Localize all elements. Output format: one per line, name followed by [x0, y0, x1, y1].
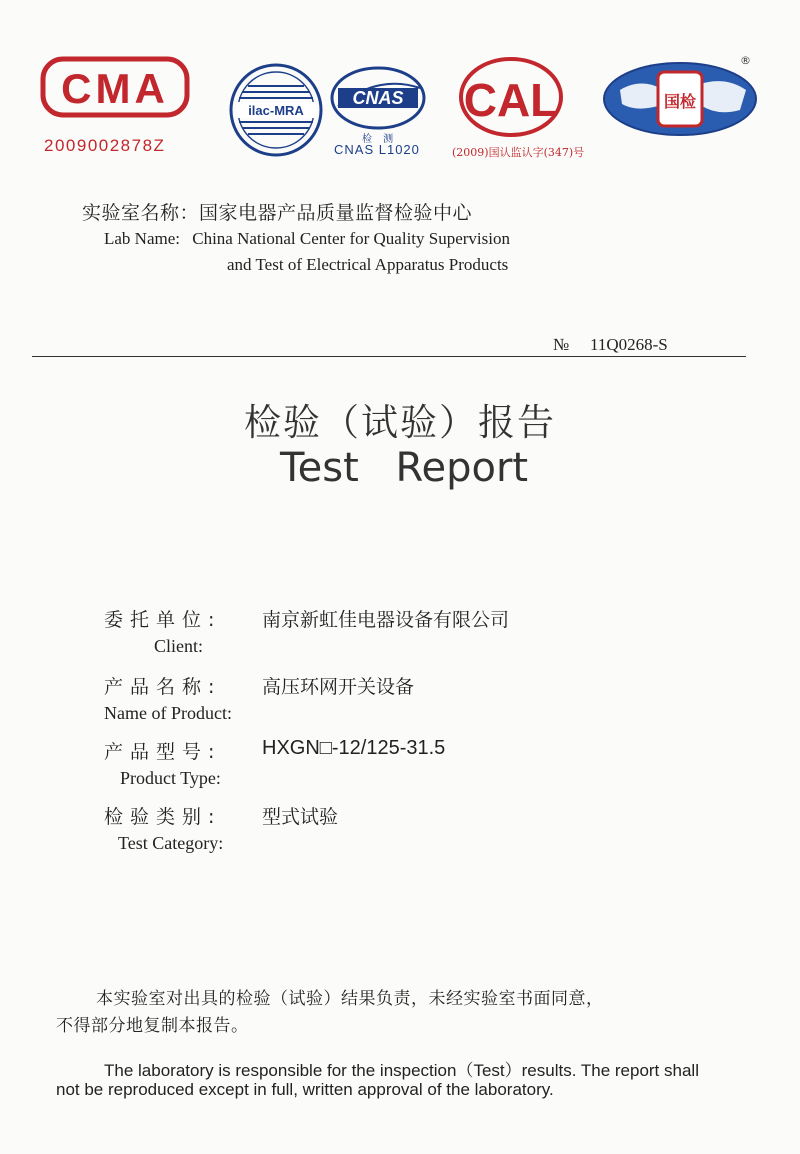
cnas-logo [328, 64, 428, 134]
disclaimer-en-line2: not be reproduced except in full, written approval of the laboratory. [56, 1080, 554, 1099]
product-type-label-en: Product Type: [120, 768, 221, 788]
globe-inspection-logo [600, 60, 760, 138]
disclaimer-en-line1: The laboratory is responsible for the inspection（Test）results. The report shall [104, 1061, 699, 1080]
disclaimer-cn-line2: 不得部分地复制本报告。 [56, 1016, 249, 1036]
cnas-subtitle-cn: 检 测 [362, 134, 398, 145]
disclaimer-cn-line1: 本实验室对出具的检验（试验）结果负责，未经实验室书面同意， [96, 989, 604, 1009]
client-value: 南京新虹佳电器设备有限公司 [262, 609, 510, 631]
report-number-label: № [553, 335, 570, 354]
client-label-en: Client: [154, 636, 203, 656]
product-name-label-en: Name of Product: [104, 703, 232, 723]
ilac-mra-logo [228, 62, 324, 158]
ilac-mark-text: ilac-MRA [248, 103, 304, 118]
lab-name-en-line1 [104, 229, 510, 249]
report-title-en: Test Report [280, 445, 529, 491]
test-category-label-cn: 检验类别: [104, 806, 222, 828]
cnas-code: CNAS L1020 [334, 142, 420, 157]
client-label-cn: 委托单位: [104, 609, 222, 631]
report-title-cn: 检验（试验）报告 [244, 401, 556, 444]
cal-certificate-number: (2009)国认监认字(347)号 [452, 146, 585, 159]
test-category-label-en: Test Category: [118, 833, 224, 853]
cma-mark-text: CMA [61, 65, 169, 112]
lab-name-cn: 实验室名称：国家电器产品质量监督检验中心 [82, 202, 473, 224]
globe-mark-text: 国检 [663, 92, 697, 111]
cma-number: 2009002878Z [44, 136, 166, 155]
product-name-label-cn: 产品名称: [104, 676, 222, 698]
lab-name-en-line2: and Test of Electrical Apparatus Products [227, 255, 509, 274]
lab-name-en-text-1: China National Center for Quality Supervision [192, 229, 510, 248]
product-type-value: HXGN□-12/125-31.5 [262, 737, 446, 759]
cma-logo [40, 56, 190, 118]
cal-mark-text: CAL [463, 74, 559, 126]
cnas-mark-text: CNAS [352, 88, 404, 108]
registered-trademark: ® [740, 54, 751, 67]
product-type-label-cn: 产品型号: [104, 741, 222, 763]
cal-logo [456, 54, 566, 140]
lab-name-en-label: Lab Name: [104, 229, 180, 248]
header-divider [32, 356, 746, 357]
report-number: 11Q0268-S [590, 335, 668, 354]
test-category-value: 型式试验 [262, 806, 339, 828]
product-name-value: 高压环网开关设备 [262, 676, 415, 698]
